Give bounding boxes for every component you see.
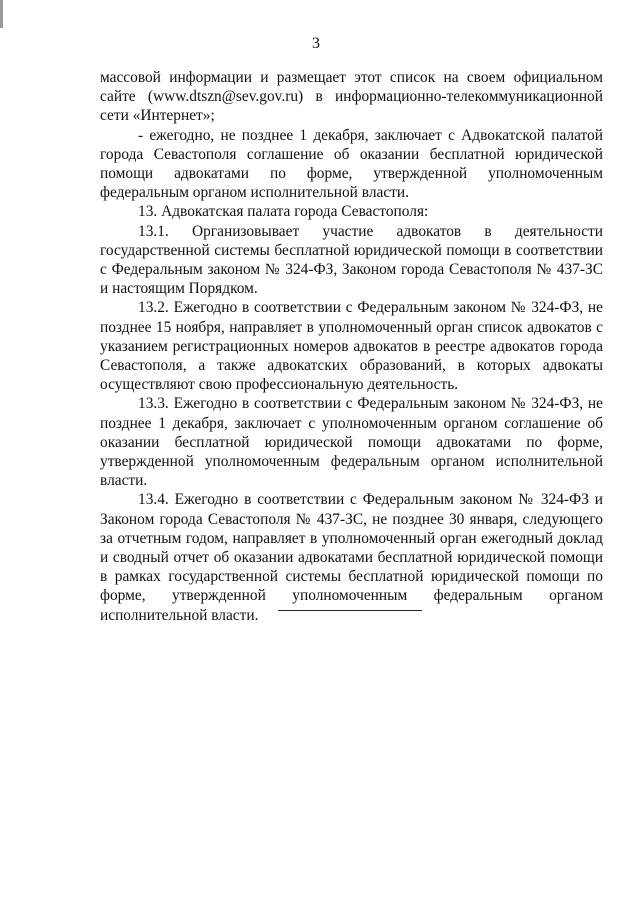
page-number: 3 bbox=[312, 35, 320, 52]
end-separator-line bbox=[278, 610, 422, 611]
paragraph-item-13-1: 13.1. Организовывает участие адвокатов в деятельности государственной системы бесплатной юридической помощи в соответствии с Федеральным законом № 324-ФЗ, Законом города Севастополя № 437-ЗС и настоящим Порядком. bbox=[100, 222, 603, 298]
paragraph-item-13-3: 13.3. Ежегодно в соответствии с Федеральным законом № 324-ФЗ, не позднее 1 декабря, заключает с уполномоченным органом соглашение об оказании бесплатной юридической помощи адвокатами по форме, утвержденной уполномоченным федеральным органом исполнительной власти. bbox=[100, 395, 603, 490]
document-body bbox=[100, 68, 603, 625]
paragraph-item-13: 13. Адвокатская палата города Севастополя: bbox=[138, 203, 429, 221]
paragraph-continuation: массовой информации и размещает этот список на своем официальном сайте (www.dtszn@sev.gov.ru) в информационно-телекоммуникационной сети «Интернет»; bbox=[100, 69, 603, 125]
paragraph-item-13-4: 13.4. Ежегодно в соответствии с Федеральным законом № 324-ФЗ и Законом города Севастополя № 437-ЗС, не позднее 30 января, следующего за отчетным годом, направляет в уполномоченный орган ежегодный доклад и сводный отчет об оказании адвокатами бесплатной юридической помощи в рамках государственной системы бесплатной юридической помощи по форме, утвержденной уполномоченным федеральным органом исполнительной власти. bbox=[100, 491, 603, 624]
scan-edge-mark bbox=[0, 0, 3, 28]
paragraph-item-13-2: 13.2. Ежегодно в соответствии с Федеральным законом № 324-ФЗ, не позднее 15 ноября, направляет в уполномоченный орган список адвокатов с указанием регистрационных номеров адвокатов в реестре адвокатов города Севастополя, а также адвокатских образований, в которых адвокаты осуществляют свою профессиональную деятельность. bbox=[100, 299, 603, 394]
paragraph-annual-agreement: - ежегодно, не позднее 1 декабря, заключает с Адвокатской палатой города Севастополя соглашение об оказании бесплатной юридической помощи адвокатами по форме, утвержденной уполномоченным федеральным органом исполнительной власти. bbox=[100, 126, 603, 202]
